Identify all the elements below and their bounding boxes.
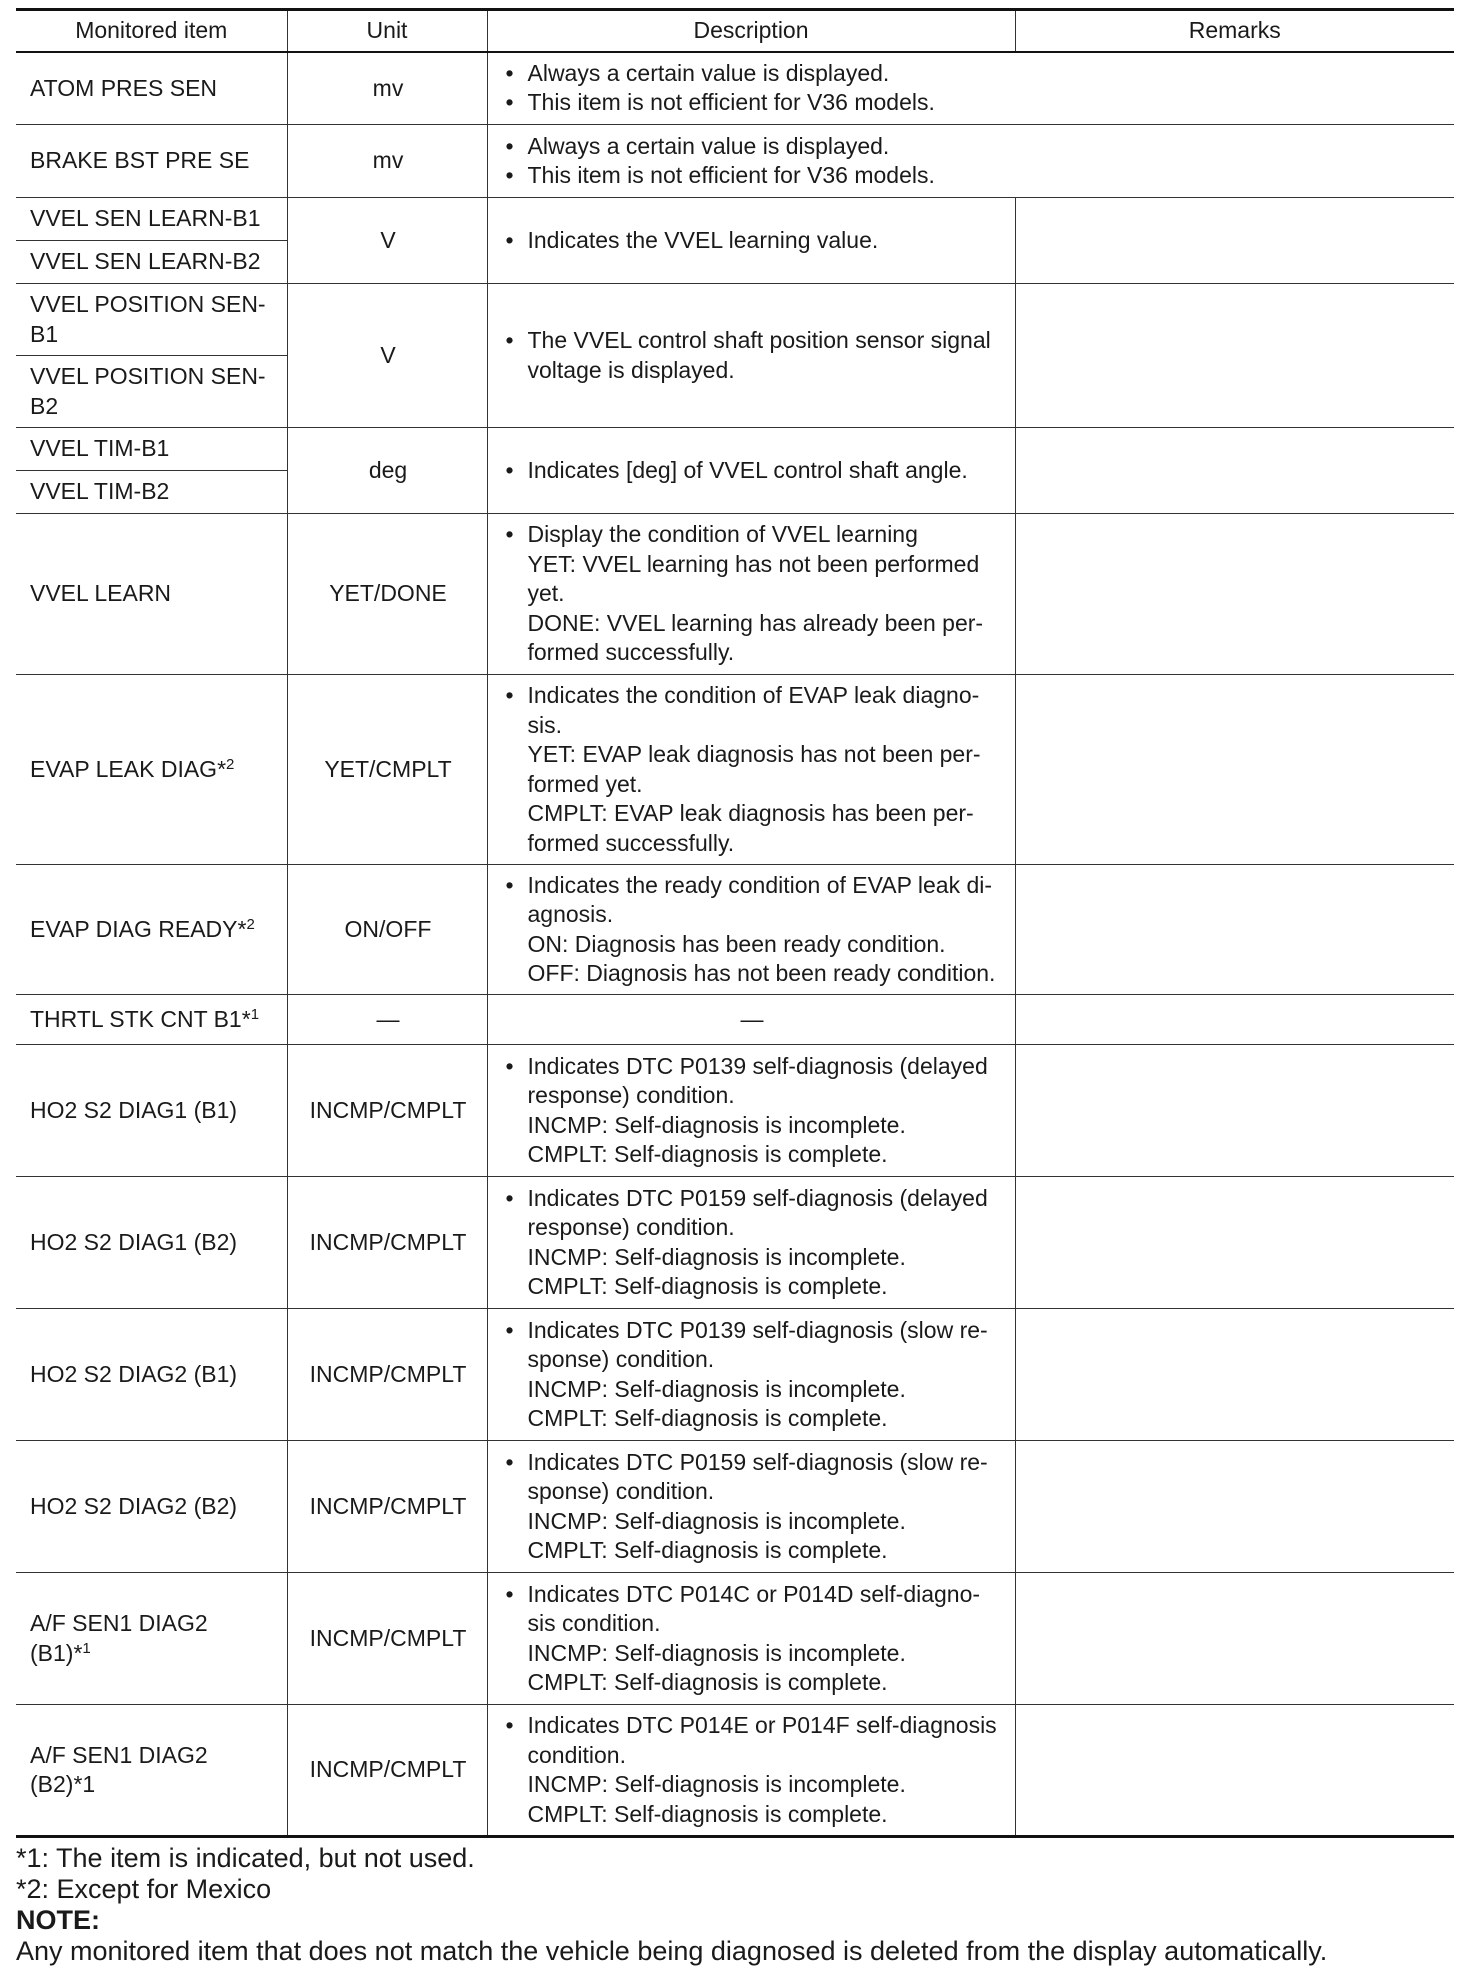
description-cell <box>487 1045 1015 1177</box>
monitored-item-cell <box>16 471 287 514</box>
unit-cell: deg <box>287 428 487 514</box>
header-monitored-item: Monitored item <box>16 10 287 52</box>
bullet-icon: • <box>505 682 514 708</box>
unit-cell: — <box>287 995 487 1045</box>
description-cell <box>487 514 1015 675</box>
monitored-item-cell <box>16 125 287 198</box>
description-text: Indicates DTC P0139 self-diagnosis (delayed response) condition. <box>527 1052 988 1108</box>
description-cell <box>487 1177 1015 1309</box>
description-detail: INCMP: Self-diagnosis is incomplete. <box>527 1507 906 1534</box>
description-detail: ON: Diagnosis has been ready condition. <box>527 930 946 957</box>
monitored-item: VVEL SEN LEARN-B2 <box>30 248 261 275</box>
footnote-1: *1: The item is indicated, but not used. <box>16 1843 475 1873</box>
monitored-item-cell <box>16 1705 287 1837</box>
description-text: Indicates [deg] of VVEL control shaft angle. <box>527 456 968 483</box>
monitored-item-cell <box>16 514 287 675</box>
unit-cell: INCMP/CMPLT <box>287 1045 487 1177</box>
table-row <box>16 1045 1454 1177</box>
table-row <box>16 865 1454 995</box>
note-text: Any monitored item that does not match the vehicle being diagnosed is deleted from the display automatically. <box>16 1936 1328 1966</box>
description-detail: INCMP: Self-diagnosis is incomplete. <box>527 1375 906 1402</box>
description-cell <box>487 52 1454 125</box>
table-row <box>16 125 1454 198</box>
description-text: This item is not efficient for V36 models. <box>527 89 935 116</box>
description-cell <box>487 865 1015 995</box>
unit-cell: YET/DONE <box>287 514 487 675</box>
monitored-item: HO2 S2 DIAG1 (B2) <box>30 1228 238 1255</box>
table-row <box>16 1177 1454 1309</box>
monitored-item-cell <box>16 675 287 865</box>
remarks-cell <box>1015 865 1454 995</box>
monitored-item-cell <box>16 865 287 995</box>
unit-cell: V <box>287 198 487 284</box>
bullet-icon: • <box>505 456 514 483</box>
document-page <box>16 8 1454 1967</box>
description-text: Indicates the VVEL learning value. <box>527 226 879 253</box>
monitored-item-cell <box>16 356 287 428</box>
description-detail: YET: EVAP leak diagnosis has not been per-formed yet. <box>527 741 981 797</box>
description-detail: CMPLT: Self-diagnosis is complete. <box>527 1273 888 1299</box>
description-cell <box>487 1441 1015 1573</box>
monitored-item-cell <box>16 52 287 125</box>
remarks-cell <box>1015 1441 1454 1573</box>
unit-cell: V <box>287 284 487 428</box>
table-row <box>16 52 1454 125</box>
description-text: Always a certain value is displayed. <box>527 59 890 86</box>
bullet-icon: • <box>505 871 514 898</box>
unit-cell: INCMP/CMPLT <box>287 1573 487 1705</box>
table-row <box>16 284 1454 356</box>
monitored-item-cell <box>16 1177 287 1309</box>
monitored-item: VVEL POSITION SEN-B1 <box>30 291 266 347</box>
footnote-marker: 1 <box>82 1639 91 1657</box>
table-row <box>16 1573 1454 1705</box>
bullet-icon: • <box>505 327 514 353</box>
table-row <box>16 995 1454 1045</box>
monitored-item: VVEL TIM-B2 <box>30 478 170 505</box>
monitored-item: VVEL TIM-B1 <box>30 435 170 462</box>
bullet-icon: • <box>505 89 514 116</box>
note-label: NOTE: <box>16 1905 100 1935</box>
monitored-item: HO2 S2 DIAG1 (B1) <box>30 1096 238 1123</box>
description-detail: INCMP: Self-diagnosis is incomplete. <box>527 1771 906 1797</box>
bullet-icon: • <box>505 1580 514 1607</box>
description-detail: CMPLT: Self-diagnosis is complete. <box>527 1141 888 1167</box>
bullet-icon: • <box>505 132 514 159</box>
unit-cell: INCMP/CMPLT <box>287 1309 487 1441</box>
description-detail: CMPLT: Self-diagnosis is complete. <box>527 1669 888 1695</box>
description-cell <box>487 1705 1015 1837</box>
description-cell <box>487 428 1015 514</box>
header-unit: Unit <box>287 10 487 52</box>
monitored-item-cell <box>16 1573 287 1705</box>
monitored-item-cell <box>16 1309 287 1441</box>
description-detail: INCMP: Self-diagnosis is incomplete. <box>527 1243 906 1270</box>
description-detail: CMPLT: Self-diagnosis is complete. <box>527 1537 888 1563</box>
description-text: Indicates DTC P014C or P014D self-diagno-sis condition. <box>527 1580 981 1636</box>
description-text: Indicates the ready condition of EVAP leak di-agnosis. <box>527 871 993 927</box>
bullet-icon: • <box>505 1448 514 1475</box>
description-text: Indicates DTC P0139 self-diagnosis (slow re-sponse) condition. <box>527 1316 988 1372</box>
table-row <box>16 675 1454 865</box>
remarks-cell <box>1015 1573 1454 1705</box>
unit-cell: INCMP/CMPLT <box>287 1705 487 1837</box>
description-detail: YET: VVEL learning has not been performed yet. <box>527 550 980 607</box>
description-text: Indicates DTC P0159 self-diagnosis (delayed response) condition. <box>527 1184 988 1240</box>
unit-cell: mv <box>287 52 487 125</box>
table-row <box>16 514 1454 675</box>
remarks-cell <box>1015 284 1454 428</box>
description-cell <box>487 284 1015 428</box>
description-detail: INCMP: Self-diagnosis is incomplete. <box>527 1639 906 1666</box>
table-row <box>16 428 1454 471</box>
table-row <box>16 1705 1454 1837</box>
remarks-cell <box>1015 198 1454 284</box>
monitored-item-cell <box>16 428 287 471</box>
monitored-item-cell <box>16 1045 287 1177</box>
monitored-item-cell <box>16 995 287 1045</box>
footnotes <box>16 1843 1454 1967</box>
description-cell <box>487 675 1015 865</box>
description-text: Indicates DTC P014E or P014F self-diagnosis condition. <box>527 1712 997 1768</box>
header-remarks: Remarks <box>1015 10 1454 52</box>
monitored-item: VVEL POSITION SEN-B2 <box>30 363 266 419</box>
unit-cell: INCMP/CMPLT <box>287 1441 487 1573</box>
description-text: Display the condition of VVEL learning <box>527 521 918 548</box>
monitored-item: HO2 S2 DIAG2 (B2) <box>30 1492 238 1519</box>
description-cell <box>487 198 1015 284</box>
table-header-row <box>16 10 1454 52</box>
unit-cell: INCMP/CMPLT <box>287 1177 487 1309</box>
unit-cell: YET/CMPLT <box>287 675 487 865</box>
footnote-marker: 2 <box>226 755 235 773</box>
bullet-icon: • <box>505 1316 514 1343</box>
monitored-item-cell <box>16 198 287 241</box>
monitored-item-cell <box>16 241 287 284</box>
monitored-item-cell <box>16 1441 287 1573</box>
description-detail: DONE: VVEL learning has already been per-formed successfully. <box>527 609 984 666</box>
remarks-cell <box>1015 1177 1454 1309</box>
table-row <box>16 198 1454 241</box>
remarks-cell <box>1015 514 1454 675</box>
monitored-item: VVEL LEARN <box>30 580 172 607</box>
description-text: Indicates the condition of EVAP leak diagno-sis. <box>527 682 980 738</box>
table-row <box>16 1309 1454 1441</box>
monitored-item: ATOM PRES SEN <box>30 74 218 101</box>
footnote-2: *2: Except for Mexico <box>16 1874 272 1904</box>
monitored-item-cell <box>16 284 287 356</box>
monitored-item: THRTL STK CNT B1* <box>30 1005 251 1032</box>
remarks-cell <box>1015 1309 1454 1441</box>
description-text: Always a certain value is displayed. <box>527 132 890 159</box>
description-detail: INCMP: Self-diagnosis is incomplete. <box>527 1111 906 1138</box>
table-row <box>16 1441 1454 1573</box>
unit-cell: mv <box>287 125 487 198</box>
footnote-marker: 1 <box>250 1005 260 1023</box>
description-detail: CMPLT: Self-diagnosis is complete. <box>527 1800 888 1827</box>
remarks-cell <box>1015 1705 1454 1837</box>
bullet-icon: • <box>505 1052 514 1079</box>
description-detail: CMPLT: EVAP leak diagnosis has been per-formed successfully. <box>527 800 974 856</box>
description-cell <box>487 125 1454 198</box>
monitored-item: HO2 S2 DIAG2 (B1) <box>30 1360 238 1387</box>
description-text: This item is not efficient for V36 models. <box>527 162 935 188</box>
remarks-cell <box>1015 675 1454 865</box>
monitored-item: VVEL SEN LEARN-B1 <box>30 205 261 232</box>
bullet-icon: • <box>505 521 514 548</box>
bullet-icon: • <box>505 59 514 86</box>
header-description: Description <box>487 10 1015 52</box>
bullet-icon: • <box>505 1712 514 1738</box>
monitored-item: EVAP DIAG READY* <box>30 915 247 942</box>
monitored-item: BRAKE BST PRE SE <box>30 147 250 174</box>
remarks-cell <box>1015 428 1454 514</box>
bullet-icon: • <box>505 162 514 188</box>
remarks-cell <box>1015 995 1454 1045</box>
description-detail: CMPLT: Self-diagnosis is complete. <box>527 1405 888 1431</box>
remarks-cell <box>1015 1045 1454 1177</box>
monitored-item: A/F SEN1 DIAG2 (B2)*1 <box>30 1741 208 1797</box>
bullet-icon: • <box>505 226 514 253</box>
description-text: Indicates DTC P0159 self-diagnosis (slow re-sponse) condition. <box>527 1448 988 1504</box>
unit-cell: ON/OFF <box>287 865 487 995</box>
description-cell: — <box>487 995 1015 1045</box>
description-cell <box>487 1309 1015 1441</box>
bullet-icon: • <box>505 1184 514 1211</box>
monitored-item: A/F SEN1 DIAG2 (B1)* <box>30 1610 208 1666</box>
footnote-marker: 2 <box>246 915 255 933</box>
monitor-table <box>16 8 1454 1838</box>
description-text: The VVEL control shaft position sensor signal voltage is displayed. <box>527 327 991 383</box>
description-detail: OFF: Diagnosis has not been ready condition. <box>527 960 996 986</box>
monitored-item: EVAP LEAK DIAG* <box>30 755 227 782</box>
description-cell <box>487 1573 1015 1705</box>
